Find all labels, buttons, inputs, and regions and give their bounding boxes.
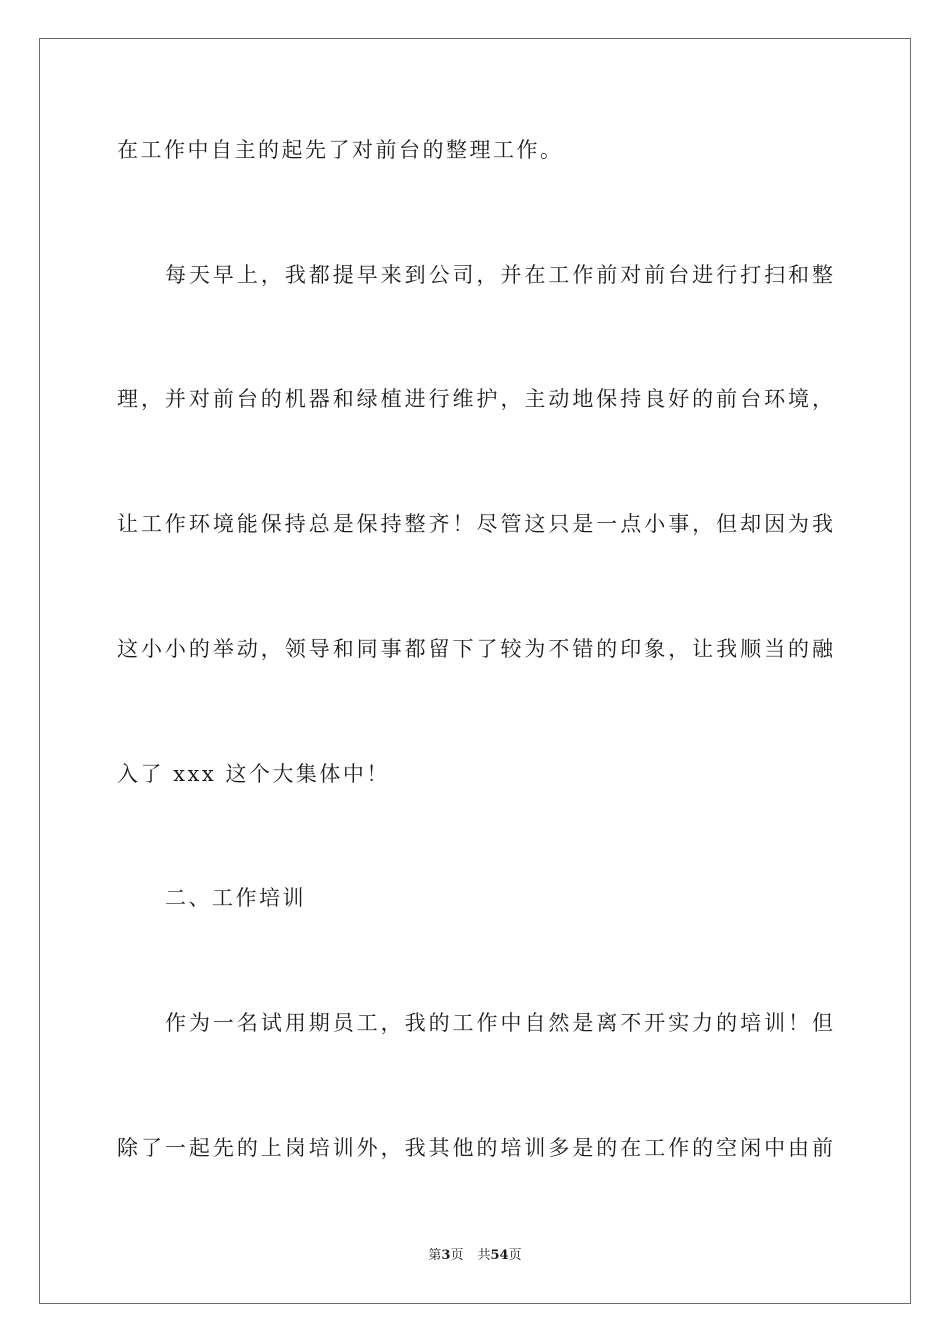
page-prefix: 第 xyxy=(428,1248,442,1263)
page-number: 3 xyxy=(441,1248,451,1263)
paragraph-line-1: 在工作中自主的起先了对前台的整理工作。 xyxy=(117,138,564,162)
paragraph-line-3: 理，并对前台的机器和绿植进行维护，主动地保持良好的前台环境， xyxy=(117,387,833,411)
page-footer xyxy=(0,1247,950,1265)
total-prefix: 共 xyxy=(477,1248,491,1263)
total-pages: 54 xyxy=(490,1248,509,1263)
paragraph-line-6: 入了 xxx 这个大集体中！ xyxy=(117,762,390,786)
paragraph-line-5: 这小小的举动，领导和同事都留下了较为不错的印象，让我顺当的融 xyxy=(117,637,833,661)
paragraph-line-9: 除了一起先的上岗培训外，我其他的培训多是的在工作的空闲中由前 xyxy=(117,1136,833,1160)
paragraph-line-8: 作为一名试用期员工，我的工作中自然是离不开实力的培训！但 xyxy=(165,1011,833,1035)
section-heading: 二、工作培训 xyxy=(165,886,306,910)
page-suffix: 页 xyxy=(450,1248,464,1263)
paragraph-line-2: 每天早上，我都提早来到公司，并在工作前对前台进行打扫和整 xyxy=(165,263,833,287)
page-border xyxy=(39,38,911,1304)
paragraph-line-4: 让工作环境能保持总是保持整齐！尽管这只是一点小事，但却因为我 xyxy=(117,512,833,536)
total-suffix: 页 xyxy=(508,1248,522,1263)
